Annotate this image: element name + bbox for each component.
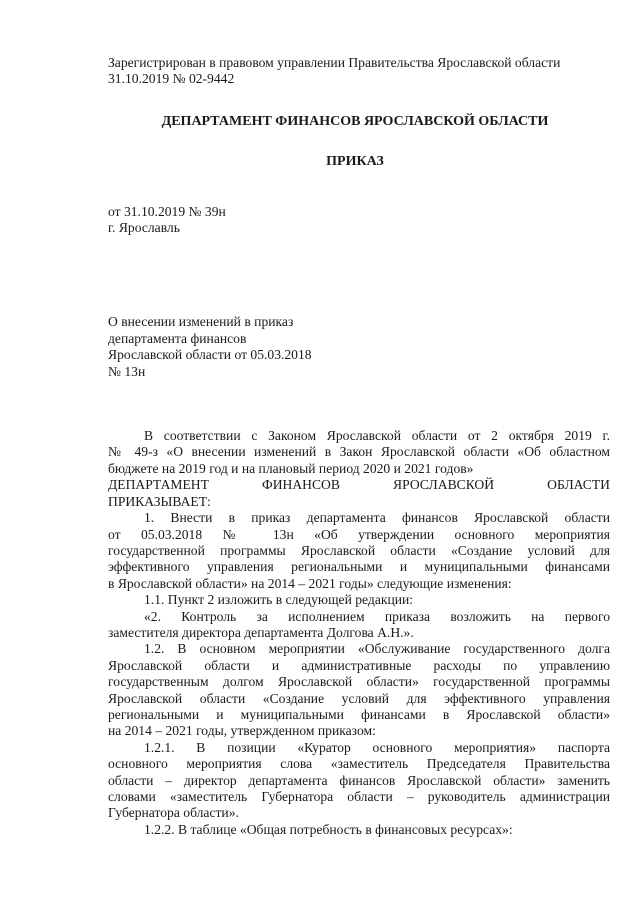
paragraph-line: 1.2.1. В позиции «Куратор основного мероприятия» паспорта — [144, 739, 610, 755]
order-title: ПРИКАЗ — [326, 154, 384, 170]
paragraph-preamble — [108, 428, 610, 477]
paragraph-line: заместителя директора департамента Долгова А.Н.». — [108, 624, 414, 640]
subject-line: департамента финансов — [108, 330, 247, 346]
paragraph-item-1-2 — [108, 641, 610, 739]
paragraph-line: государственной программы Ярославской области «Создание условий для — [108, 542, 610, 558]
paragraph-line: 1. Внести в приказ департамента финансов Ярославской области — [144, 510, 610, 526]
paragraph-line: региональными и муниципальными финансами в Ярославской области» — [108, 706, 610, 722]
paragraph-item-1-1-text — [108, 609, 610, 642]
paragraph-line: 1.2.2. В таблице «Общая потребность в финансовых ресурсах»: — [144, 821, 513, 837]
paragraph-decree — [108, 477, 610, 510]
paragraph-line: эффективного управления региональными и муниципальными финансами — [108, 559, 610, 575]
paragraph-line: области – директор департамента финансов Ярославской области» заменить — [108, 772, 610, 788]
subject-line: Ярославской области от 05.03.2018 — [108, 347, 312, 363]
paragraph-item-1-2-1 — [108, 740, 610, 822]
paragraph-line: ПРИКАЗЫВАЕТ: — [108, 493, 211, 509]
paragraph-line: на 2014 – 2021 годы, утвержденном приказом: — [108, 723, 376, 739]
order-date-block — [108, 204, 610, 237]
order-city: г. Ярославль — [108, 220, 180, 236]
order-date: от 31.10.2019 № 39н — [108, 203, 226, 219]
paragraph-item-1-2-2 — [108, 822, 610, 838]
paragraph-line: бюджете на 2019 год и на плановый период 2020 и 2021 годов» — [108, 460, 474, 476]
paragraph-line: основного мероприятия слова «заместитель Председателя Правительства — [108, 756, 610, 772]
paragraph-item-1-1 — [108, 592, 610, 608]
paragraph-line: государственным долгом Ярославской области» государственной программы — [108, 674, 610, 690]
subject-line: О внесении изменений в приказ — [108, 314, 294, 330]
paragraph-line: Губернатора области». — [108, 805, 239, 821]
paragraph-line: 1.1. Пункт 2 изложить в следующей редакции: — [144, 592, 414, 608]
paragraph-line: 1.2. В основном мероприятии «Обслуживание государственного долга — [144, 641, 610, 657]
subject-line: № 13н — [108, 363, 146, 379]
paragraph-line: Ярославской области и административные расходы по управлению — [108, 657, 610, 673]
paragraph-item-1 — [108, 510, 610, 592]
department-title: ДЕПАРТАМЕНТ ФИНАНСОВ ЯРОСЛАВСКОЙ ОБЛАСТИ — [161, 113, 549, 129]
registration-line-1: Зарегистрирован в правовом управлении Правительства Ярославской области — [108, 55, 561, 70]
paragraph-line: «2. Контроль за исполнением приказа возложить на первого — [144, 608, 610, 624]
paragraph-line: № 49-з «О внесении изменений в Закон Ярославской области «Об областном — [108, 444, 610, 460]
paragraph-line: словами «заместитель Губернатора области – руководитель администрации — [108, 789, 610, 804]
order-body — [108, 428, 610, 838]
paragraph-line: В соответствии с Законом Ярославской области от 2 октября 2019 г. — [144, 428, 610, 444]
paragraph-line: от 05.03.2018 № 13н «Об утверждении основного мероприятия — [108, 526, 610, 542]
paragraph-line: ДЕПАРТАМЕНТ ФИНАНСОВ ЯРОСЛАВСКОЙ ОБЛАСТИ — [108, 477, 610, 493]
order-subject — [108, 314, 610, 380]
registration-note — [108, 55, 610, 88]
paragraph-line: в Ярославской области» на 2014 – 2021 годы» следующие изменения: — [108, 575, 512, 591]
paragraph-line: Ярославской области «Создание условий для эффективного управления — [108, 690, 610, 706]
registration-line-2: 31.10.2019 № 02-9442 — [108, 71, 235, 87]
